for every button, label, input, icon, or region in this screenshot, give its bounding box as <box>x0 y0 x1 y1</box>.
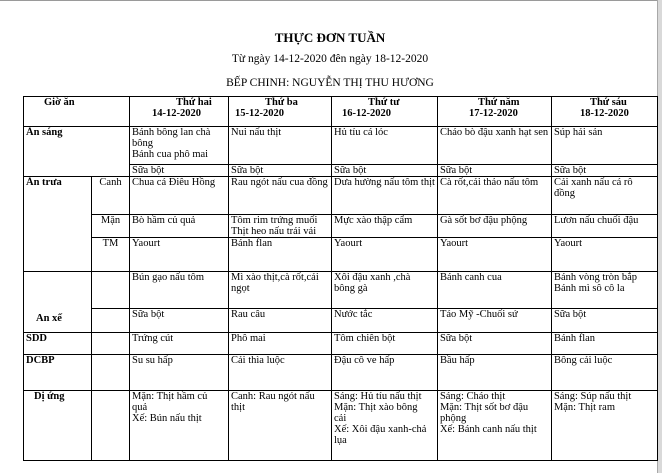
table-cell: Gà sốt bơ đậu phộng <box>437 215 551 238</box>
table-cell: Canh: Rau ngót nấu thịt <box>229 391 332 461</box>
table-cell: Cà rốt,cải thảo nấu tôm <box>437 177 551 215</box>
sdd-row <box>24 333 658 355</box>
table-cell: Bầu hấp <box>437 355 551 391</box>
allergy-row <box>24 391 658 461</box>
table-cell: Yaourt <box>551 238 657 272</box>
table-cell: Yaourt <box>130 238 229 272</box>
day-header-fri: Thứ sáu 18-12-2020 <box>551 97 657 127</box>
table-cell: Sữa bột <box>130 165 229 177</box>
day-header-thu: Thứ năm 17-12-2020 <box>437 97 551 127</box>
table-cell <box>92 355 130 391</box>
dcbp-label: DCBP <box>24 355 92 391</box>
breakfast-label: Ăn sáng <box>24 127 130 177</box>
table-cell: Nước tắc <box>332 309 438 333</box>
table-cell: Xôi đậu xanh ,chà bông gà <box>332 272 438 309</box>
lunch-dessert-row <box>24 238 658 272</box>
date-range: Từ ngày 14-12-2020 đên ngày 18-12-2020 <box>231 53 429 65</box>
table-cell: Lươn nấu chuối đậu <box>551 215 657 238</box>
lunch-sub-dessert: TM <box>92 238 130 272</box>
lunch-main-row <box>24 215 658 238</box>
chef-name: BẾP CHINH: NGUYỄN THỊ THU HƯƠNG <box>226 77 434 89</box>
table-cell: Sữa bột <box>332 165 438 177</box>
table-cell: Mì xào thịt,cà rốt,cải ngọt <box>229 272 332 309</box>
sdd-label: SDD <box>24 333 92 355</box>
table-cell: Dưa hường nấu tôm thịt <box>332 177 438 215</box>
table-cell: Đậu cô ve hấp <box>332 355 438 391</box>
table-cell: Hủ tíu cá lóc <box>332 127 438 165</box>
table-cell: Bánh canh cua <box>437 272 551 309</box>
window-top-border <box>0 0 662 1</box>
table-cell: Sữa bột <box>229 165 332 177</box>
lunch-label: Ăn trưa <box>24 177 92 272</box>
table-cell: Sữa bột <box>551 309 657 333</box>
table-cell: Nui nấu thịt <box>229 127 332 165</box>
header-row <box>24 97 658 127</box>
table-cell: Sáng: Súp nấu thịt Mặn: Thịt ram <box>551 391 657 461</box>
table-cell: Bánh vòng tròn bắp Bánh mì sô cô la <box>551 272 657 309</box>
table-cell: Yaourt <box>332 238 438 272</box>
table-cell <box>92 391 130 461</box>
table-cell: Phô mai <box>229 333 332 355</box>
lunch-sub-soup: Canh <box>92 177 130 215</box>
table-cell <box>92 309 130 333</box>
snack-main-row <box>24 272 658 309</box>
table-cell <box>92 272 130 309</box>
table-cell: Sữa bột <box>437 333 551 355</box>
table-cell: Rau câu <box>229 309 332 333</box>
table-cell: Bánh bông lan chà bông Bánh cua phô mai <box>130 127 229 165</box>
lunch-sub-main: Mặn <box>92 215 130 238</box>
table-cell: Súp hải sản <box>551 127 657 165</box>
weekly-menu-table <box>23 96 658 461</box>
day-header-mon: Thứ hai 14-12-2020 <box>130 97 229 127</box>
snack-extra-row <box>24 309 658 333</box>
table-cell: Bánh flan <box>551 333 657 355</box>
table-cell: Sáng: Cháo thịt Mặn: Thịt sốt bơ đậu phộng Xế: Bánh canh nấu thịt <box>437 391 551 461</box>
table-cell: Tôm chiên bột <box>332 333 438 355</box>
day-header-tue: Thứ ba 15-12-2020 <box>229 97 332 127</box>
table-cell: Táo Mỹ -Chuối sứ <box>437 309 551 333</box>
page-title: THỰC ĐƠN TUẦN <box>274 30 386 45</box>
table-cell: Mặn: Thịt hầm củ quả Xế: Bún nấu thịt <box>130 391 229 461</box>
table-cell: Bò hầm củ quả <box>130 215 229 238</box>
table-cell: Rau ngót nấu cua đồng <box>229 177 332 215</box>
allergy-label: Dị ứng <box>24 391 92 461</box>
table-cell: Sữa bột <box>551 165 657 177</box>
lunch-soup-row <box>24 177 658 215</box>
meal-time-header: Giờ ăn <box>24 97 130 127</box>
snack-label: An xế <box>24 272 92 333</box>
day-header-wed: Thứ tư 16-12-2020 <box>332 97 438 127</box>
breakfast-main-row <box>24 127 658 165</box>
table-cell: Mực xào thập cẩm <box>332 215 438 238</box>
table-cell: Chua cá Điêu Hồng <box>130 177 229 215</box>
dcbp-row <box>24 355 658 391</box>
table-cell: Bông cải luộc <box>551 355 657 391</box>
table-cell: Bánh flan <box>229 238 332 272</box>
table-cell: Tôm rim trứng muối Thịt heo nấu trái vải <box>229 215 332 238</box>
table-cell: Yaourt <box>437 238 551 272</box>
table-cell: Cải xanh nấu cá rô đồng <box>551 177 657 215</box>
table-cell: Trứng cút <box>130 333 229 355</box>
table-cell: Cháo bò đậu xanh hạt sen <box>437 127 551 165</box>
table-cell: Sáng: Hủ tíu nấu thịt Mặn: Thịt xào bông cải Xế: Xôi đậu xanh-chả lụa <box>332 391 438 461</box>
table-cell: Sữa bột <box>437 165 551 177</box>
table-cell: Sữa bột <box>130 309 229 333</box>
table-cell: Bún gạo nấu tôm <box>130 272 229 309</box>
table-cell <box>92 333 130 355</box>
table-cell: Su su hấp <box>130 355 229 391</box>
table-cell: Cải thìa luộc <box>229 355 332 391</box>
